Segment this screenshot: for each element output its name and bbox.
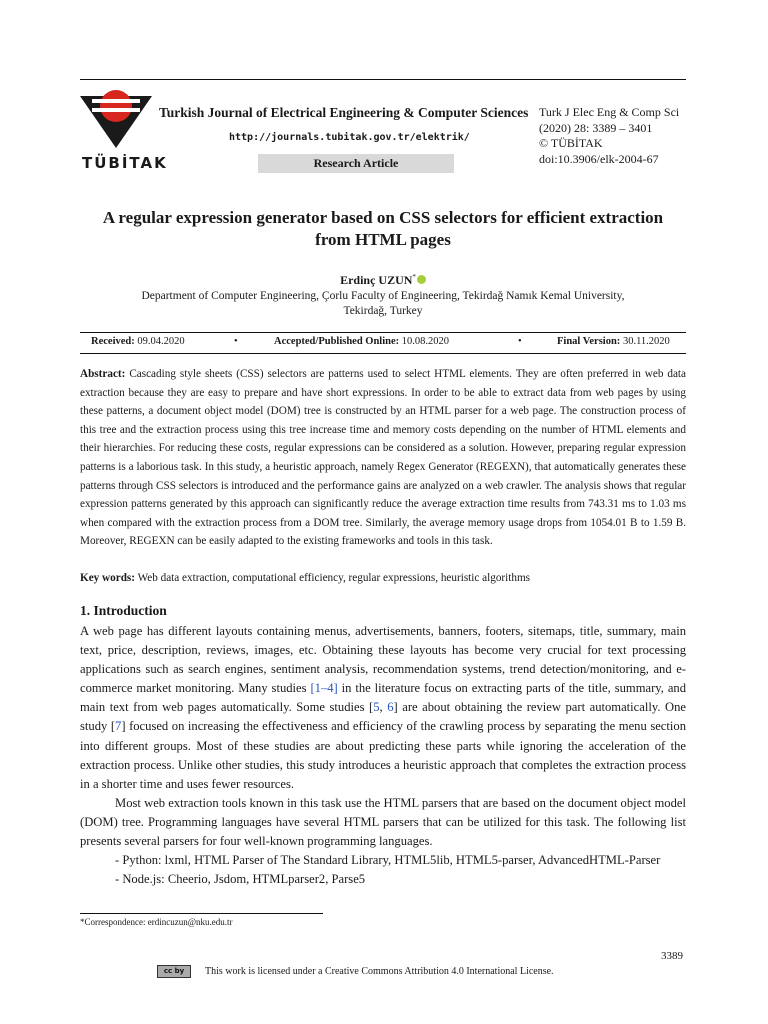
intro-list-item-nodejs: - Node.js: Cheerio, Jsdom, HTMLparser2, Parse5	[115, 872, 366, 887]
citation-link[interactable]: 5	[373, 700, 380, 715]
title-line-1: A regular expression generator based on CSS selectors for efficient extraction	[102, 208, 664, 227]
tubitak-logo-icon	[80, 86, 152, 148]
citation-link[interactable]: 6	[387, 700, 394, 715]
paper-title	[80, 207, 686, 251]
citation-journal: Turk J Elec Eng & Comp Sci	[539, 105, 680, 119]
footnote-rule	[80, 913, 323, 914]
keywords-label: Key words:	[80, 572, 135, 584]
footnote-correspondence: *Correspondence: erdincuzun@nku.edu.tr	[80, 917, 233, 927]
citation-block	[539, 105, 679, 167]
author-name: Erdinç UZUN	[340, 273, 413, 287]
affiliation-line-2: Tekirdağ, Turkey	[343, 305, 423, 317]
section-heading-introduction: 1. Introduction	[80, 603, 167, 618]
abstract-text: Cascading style sheets (CSS) selectors are patterns used to select HTML elements. They are often preferred in web data extraction because they are easy to prepare and have short expressions. In order to be able to extract data from web pages by using these patterns, a document object model (DOM) tree is constructed by an HTML parser for a web page. The construction process of this tree and the extraction process using this tree increase time and memory costs depending on the number of HTML elements and their hierarchies. For reducing these costs, regular expressions can be considered as a solution. However, preparing regular expression patterns is a laborious task. In this study, a heuristic approach, namely Regex Generator (REGEXN), that automatically generates these patterns through CSS selectors is introduced and the performance gains are analyzed on a web crawler. The analysis shows that regular expression patterns generated by this approach can significantly reduce the average extraction time results from 743.31 ms to 1.03 ms when compared with the extraction process from a DOM tree. Similarly, the average memory usage drops from 1054.01 B to 1.59 B. Moreover, REGEXN can be easily adapted to the existing frameworks and tools in this task.	[80, 368, 686, 548]
affiliation-line-1: Department of Computer Engineering, Çorlu Faculty of Engineering, Tekirdağ Namık Kemal University,	[141, 290, 625, 302]
affiliation	[80, 289, 686, 319]
top-rule	[80, 79, 686, 80]
citation-link[interactable]: 7	[115, 719, 122, 734]
orcid-icon[interactable]	[417, 275, 426, 284]
final-date: Final Version: 30.11.2020	[557, 336, 670, 347]
received-date: Received: 09.04.2020	[91, 336, 185, 347]
citation-doi[interactable]: doi:10.3906/elk-2004-67	[539, 151, 659, 166]
keywords-text: Web data extraction, computational efficiency, regular expressions, heuristic algorithms	[137, 572, 531, 584]
dates-bullet-1: •	[234, 336, 238, 347]
introduction-body	[80, 622, 686, 889]
intro-paragraph-2: Most web extraction tools known in this task use the HTML parsers that are based on the document object model (DOM) tree. Programming languages have several HTML parsers that can be utilized for this task. The following list presents several parsers for four well-known programming languages.	[80, 795, 686, 849]
page-number: 3389	[661, 950, 683, 962]
license-text: This work is licensed under a Creative Commons Attribution 4.0 International License.	[205, 966, 554, 977]
citation-copyright: © TÜBİTAK	[539, 136, 603, 150]
author-mark: *	[412, 273, 416, 281]
dates-top-rule	[80, 332, 686, 333]
article-type-badge: Research Article	[258, 154, 454, 173]
intro-paragraph-1: A web page has different layouts containing menus, advertisements, banners, footers, sitemaps, title, summary, main text, price, description, reviews, images, etc. Obtaining these layouts has become very crucial for text processing applications such as search engines, sentiment analysis, recommendation systems, trend detection/monitoring, and e-commerce market monitoring. Many studies [1–4] in the literature focus on extracting parts of the title, summary, and main text from web pages automatically. Some studies [5, 6] are about obtaining the review part automatically. One study [7] focused on increasing the effectiveness and efficiency of the crawling process by separating the menu section into different groups. Most of these studies are about predicting these parts while ignoring the acceleration of the extraction process. Unlike other studies, this study introduces a heuristic approach that completes the extraction process in a shorter time and uses fewer resources.	[80, 624, 687, 791]
abstract	[80, 365, 686, 551]
journal-url[interactable]: http://journals.tubitak.gov.tr/elektrik/	[229, 132, 470, 143]
citation-link[interactable]: [1–4]	[310, 681, 338, 696]
creative-commons-icon[interactable]: cc by	[157, 965, 191, 978]
dates-bottom-rule	[80, 353, 686, 354]
title-line-2: from HTML pages	[315, 230, 451, 249]
accepted-date: Accepted/Published Online: 10.08.2020	[274, 336, 450, 347]
abstract-label: Abstract:	[80, 368, 126, 380]
keywords	[80, 570, 686, 586]
author	[80, 273, 686, 288]
intro-list-item-python: - Python: lxml, HTML Parser of The Standard Library, HTML5lib, HTML5-parser, AdvancedHTML-Parser	[115, 853, 661, 868]
logo-text: TÜBİTAK	[82, 154, 168, 172]
dates-bullet-2: •	[518, 336, 522, 347]
journal-name: Turkish Journal of Electrical Engineering & Computer Sciences	[159, 105, 529, 120]
citation-volume: (2020) 28: 3389 – 3401	[539, 120, 653, 135]
